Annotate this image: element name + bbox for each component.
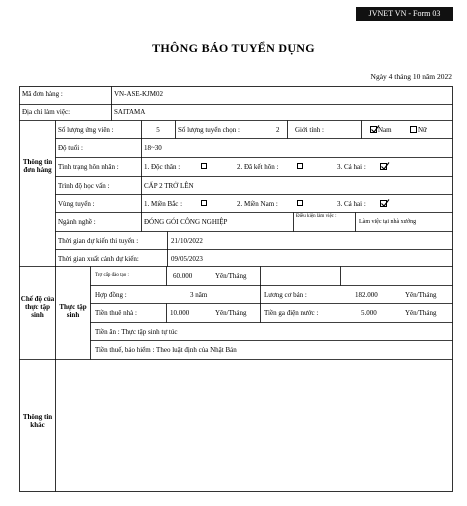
meals-text: Tiền ăn : Thực tập sinh tự túc (95, 328, 178, 336)
education-label: Trình độ học vấn : (58, 182, 110, 190)
training-allowance-value: 60.000 (173, 272, 193, 280)
salary-unit: Yên/Tháng (405, 291, 437, 299)
age-value: 18~30 (144, 144, 162, 152)
housing-value: 10.000 (170, 309, 190, 317)
recruit-count-label: Số lượng ứng viên : (58, 126, 114, 134)
age-label: Độ tuổi : (58, 144, 83, 152)
checkmark-icon (380, 161, 390, 171)
region-south-checkbox[interactable] (297, 200, 303, 206)
marital-married-checkbox[interactable] (297, 163, 303, 169)
gender-female-checkbox[interactable] (410, 126, 417, 133)
gender-female-label: Nữ (418, 126, 427, 134)
training-allowance-unit: Yên/Tháng (215, 272, 247, 280)
selected-count-label: Số lượng tuyển chọn : (178, 126, 240, 134)
marital-opt1-label: 1. Độc thân : (144, 163, 181, 171)
workplace-label: Địa chỉ làm việc: (22, 108, 71, 116)
gender-male-label: Nam (378, 126, 392, 134)
marital-opt2-label: 2. Đã kết hôn : (237, 163, 279, 171)
departure-date-value: 09/05/2023 (171, 255, 203, 263)
exam-date-label: Thời gian dự kiến thi tuyển : (58, 237, 139, 245)
regime-section-label: Chế độ của thực tập sinh (20, 295, 55, 319)
region-both-checkbox[interactable] (380, 200, 387, 207)
order-code-value: VN-ASE-KJM02 (114, 90, 163, 98)
issue-date: Ngày 4 tháng 10 năm 2022 (370, 72, 452, 81)
housing-unit: Yên/Tháng (215, 309, 247, 317)
trainee-sub-label: Thực tập sinh (59, 303, 87, 319)
order-code-label: Mã đơn hàng : (22, 90, 63, 98)
housing-label: Tiền thuê nhà : (95, 309, 137, 317)
exam-date-value: 21/10/2022 (171, 237, 203, 245)
marital-single-checkbox[interactable] (201, 163, 207, 169)
recruit-count-value: 5 (156, 126, 160, 134)
form-code-badge: JVNET VN - Form 03 (356, 7, 453, 21)
salary-label: Lương cơ bản : (264, 291, 307, 299)
selected-count-value: 2 (276, 126, 280, 134)
job-value: ĐÓNG GÓI CÔNG NGHIỆP (144, 218, 228, 226)
work-condition-value: Làm việc tại nhà xưởng (359, 219, 417, 225)
training-allowance-label: Trợ cấp đào tạo : (95, 273, 129, 278)
work-condition-label: Điều kiện làm việc : (296, 214, 337, 219)
checkmark-icon (380, 198, 390, 208)
salary-value: 182.000 (355, 291, 378, 299)
contract-value: 3 năm (190, 291, 208, 299)
departure-date-label: Thời gian xuất cảnh dự kiến: (58, 255, 139, 263)
marital-opt3-label: 3. Cả hai : (337, 163, 366, 171)
contract-label: Hợp đồng : (95, 291, 127, 299)
marital-label: Tình trạng hôn nhân : (58, 163, 119, 171)
region-opt3-label: 3. Cả hai : (337, 200, 366, 208)
tax-insurance-text: Tiền thuế, bảo hiểm : Theo luật định của Nhật Bản (95, 346, 237, 354)
region-opt1-label: 1. Miền Bắc : (144, 200, 183, 208)
gender-label: Giới tính : (295, 126, 324, 134)
marital-both-checkbox[interactable] (380, 163, 387, 170)
utilities-unit: Yên/Tháng (405, 309, 437, 317)
utilities-label: Tiền ga điện nước : (264, 309, 319, 317)
job-label: Ngành nghề : (58, 218, 96, 226)
page-title: THÔNG BÁO TUYỂN DỤNG (152, 41, 315, 55)
workplace-value: SAITAMA (114, 108, 146, 116)
utilities-value: 5.000 (361, 309, 377, 317)
region-label: Vùng tuyển : (58, 200, 95, 208)
other-info-section-label: Thông tin khác (22, 413, 53, 429)
region-north-checkbox[interactable] (201, 200, 207, 206)
education-value: CẤP 2 TRỞ LÊN (144, 182, 194, 190)
order-info-section-label: Thông tin đơn hàng (22, 158, 53, 174)
region-opt2-label: 2. Miền Nam : (237, 200, 278, 208)
gender-male-checkbox[interactable] (370, 126, 377, 133)
